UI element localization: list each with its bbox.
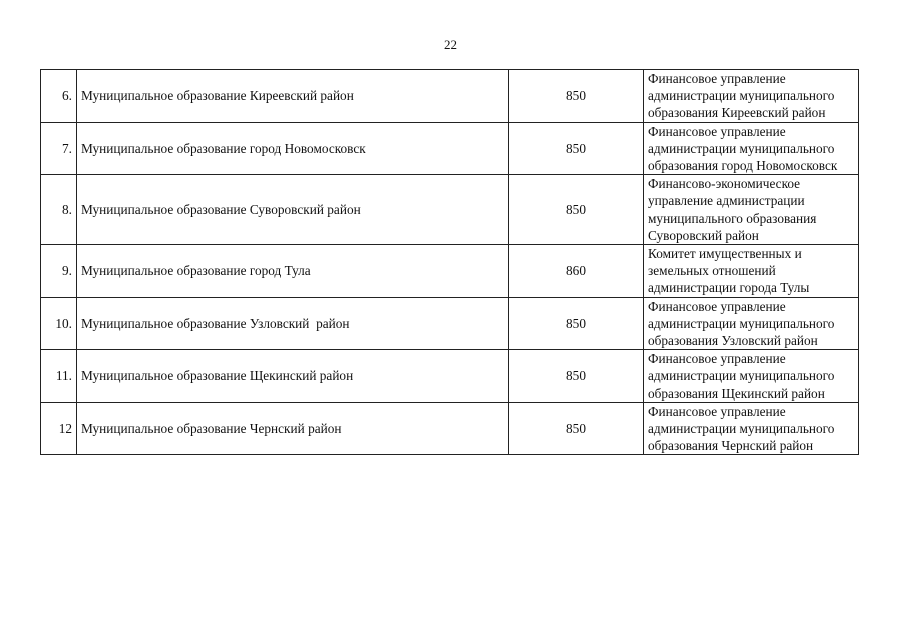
municipality-name: Муниципальное образование Чернский район [77, 402, 509, 455]
budget-code: 850 [509, 122, 644, 175]
row-number: 12 [41, 402, 77, 455]
org-line: Финансовое управление [648, 123, 786, 139]
org-line: администрации муниципального [648, 315, 835, 331]
org-line: Финансовое управление [648, 71, 786, 86]
org-line: управление администрации [648, 193, 805, 209]
administrator-org [644, 175, 859, 245]
row-number: 7. [41, 122, 77, 175]
administrator-org [644, 402, 859, 455]
table-row [41, 402, 859, 455]
org-line: муниципального образования [648, 210, 817, 226]
row-number: 6. [41, 70, 77, 123]
org-line: Суворовский район [648, 227, 759, 243]
municipality-name: Муниципальное образование Суворовский район [77, 175, 509, 245]
page-number: 22 [444, 37, 457, 52]
table-row [41, 122, 859, 175]
org-line: администрации муниципального [648, 88, 835, 104]
budget-code: 850 [509, 70, 644, 123]
org-line: образования Чернский район [648, 438, 814, 454]
budget-code: 850 [509, 350, 644, 403]
org-line: Финансовое управление [648, 351, 786, 367]
budget-code: 850 [509, 297, 644, 350]
administrator-org [644, 297, 859, 350]
table-row [41, 297, 859, 350]
org-line: образования Узловский район [648, 333, 818, 349]
municipality-name: Муниципальное образование Щекинский район [77, 350, 509, 403]
org-line: Финансово-экономическое [648, 176, 801, 192]
table-row [41, 245, 859, 298]
org-line: администрации муниципального [648, 368, 835, 384]
org-line: администрации муниципального [648, 140, 835, 156]
org-line: администрации города Тулы [648, 280, 810, 296]
row-number: 11. [41, 350, 77, 403]
row-number: 8. [41, 175, 77, 245]
budget-code: 860 [509, 245, 644, 298]
budget-code: 850 [509, 402, 644, 455]
municipality-name: Муниципальное образование город Тула [77, 245, 509, 298]
table-row [41, 350, 859, 403]
table-row [41, 175, 859, 245]
row-number: 10. [41, 297, 77, 350]
administrator-org [644, 245, 859, 298]
org-line: земельных отношений [648, 263, 776, 279]
table-row [41, 70, 859, 123]
budget-code: 850 [509, 175, 644, 245]
administrator-org [644, 70, 859, 123]
org-line: Финансовое управление [648, 403, 786, 419]
municipality-name: Муниципальное образование Киреевский район [77, 70, 509, 123]
row-number: 9. [41, 245, 77, 298]
municipalities-table [40, 69, 859, 455]
org-line: образования город Новомосковск [648, 158, 838, 174]
org-line: администрации муниципального [648, 421, 835, 437]
org-line: Комитет имущественных и [648, 246, 802, 262]
municipality-name: Муниципальное образование город Новомосковск [77, 122, 509, 175]
administrator-org [644, 122, 859, 175]
org-line: образования Киреевский район [648, 105, 826, 121]
municipality-name: Муниципальное образование Узловский район [77, 297, 509, 350]
administrator-org [644, 350, 859, 403]
org-line: образования Щекинский район [648, 385, 825, 401]
org-line: Финансовое управление [648, 298, 786, 314]
